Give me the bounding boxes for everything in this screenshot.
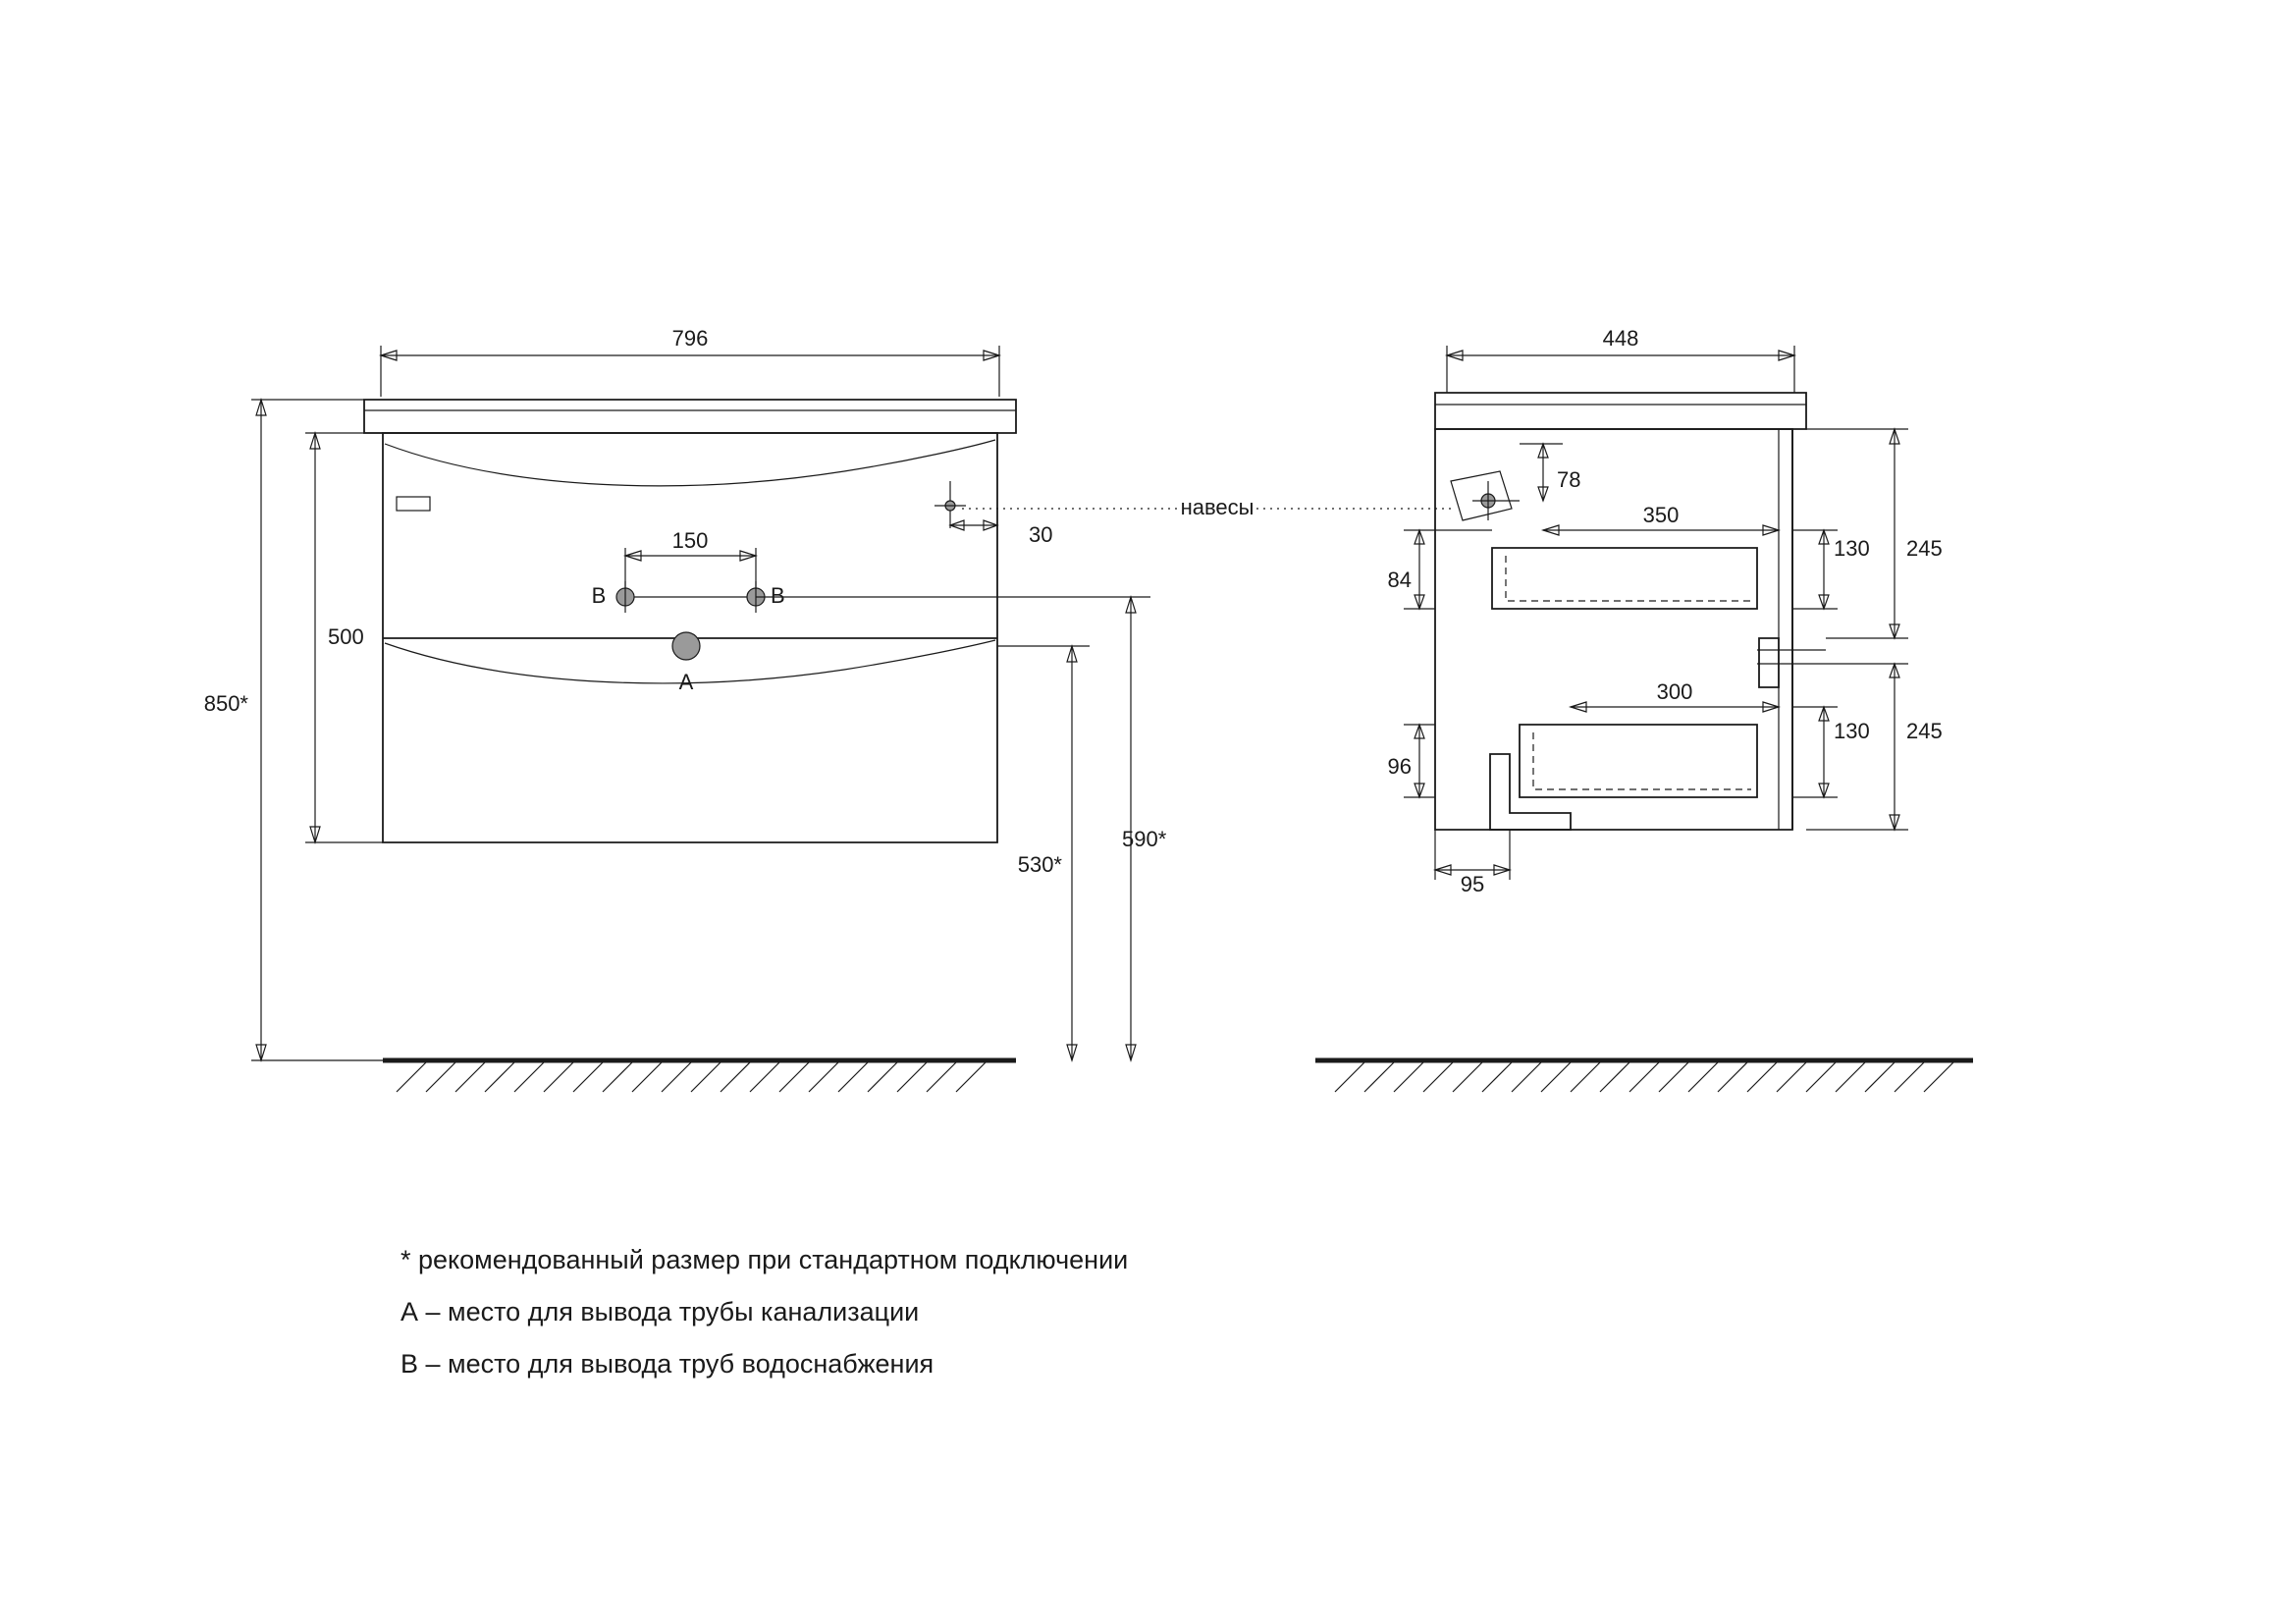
dim-lower-drawer-depth xyxy=(1571,679,1779,712)
front-drain-label: A xyxy=(678,670,694,694)
dim-water-height xyxy=(1122,597,1167,1060)
dim-lower-section-text: 245 xyxy=(1906,719,1943,743)
note-line-3: В – место для вывода труб водоснабжения xyxy=(400,1349,934,1379)
dim-upper-front-offset xyxy=(1388,530,1435,609)
dim-cabinet-height xyxy=(305,433,383,842)
dim-width-total xyxy=(381,326,999,397)
dim-upper-drawer-height-text: 130 xyxy=(1834,536,1870,561)
front-water-right-label: B xyxy=(771,583,785,608)
dim-upper-drawer-depth xyxy=(1543,503,1779,535)
callout-hangers xyxy=(962,495,1453,519)
note-line-1: * рекомендованный размер при стандартном подключении xyxy=(400,1245,1129,1274)
dim-hanger-height xyxy=(1520,444,1580,501)
dim-width-total-text: 796 xyxy=(671,326,709,351)
side-upper-drawer-dashed xyxy=(1506,556,1751,601)
front-left-handle xyxy=(397,497,430,511)
dim-upper-section-text: 245 xyxy=(1906,536,1943,561)
dim-hanger-offset xyxy=(950,520,1052,547)
dim-floor-to-top xyxy=(204,400,383,1060)
front-drain-point xyxy=(672,632,700,660)
dim-upper-front-offset-text: 84 xyxy=(1387,568,1412,592)
dim-lower-drawer-height xyxy=(1792,707,1870,797)
notes-block xyxy=(400,1245,1128,1379)
side-lower-drawer xyxy=(1520,725,1757,797)
side-countertop xyxy=(1435,393,1806,429)
dim-drain-height xyxy=(1018,646,1077,1060)
dim-upper-section xyxy=(1806,429,1943,638)
note-line-2: А – место для вывода трубы канализации xyxy=(400,1297,920,1326)
side-base-bracket xyxy=(1490,754,1571,830)
front-floor-hatch xyxy=(397,1062,986,1092)
side-lower-drawer-dashed xyxy=(1533,732,1751,789)
side-view xyxy=(1315,326,1973,1092)
front-countertop xyxy=(364,400,1016,433)
dim-hanger-offset-text: 30 xyxy=(1029,522,1053,547)
dim-water-spacing xyxy=(625,528,756,589)
dim-base-offset xyxy=(1435,830,1510,896)
side-floor-hatch xyxy=(1335,1062,1953,1092)
dim-lower-drawer-height-text: 130 xyxy=(1834,719,1870,743)
dim-depth-total xyxy=(1447,326,1794,393)
dim-water-spacing-text: 150 xyxy=(671,528,709,553)
callout-hangers-label: навесы xyxy=(1180,495,1255,519)
front-water-left-label: B xyxy=(591,583,607,608)
dim-lower-front-offset xyxy=(1388,725,1435,797)
dim-drain-height-text: 530* xyxy=(1017,852,1062,877)
dim-lower-drawer-depth-text: 300 xyxy=(1656,679,1693,704)
dim-depth-total-text: 448 xyxy=(1602,326,1639,351)
side-hanger-bracket xyxy=(1451,471,1512,520)
dim-floor-to-top-text: 850* xyxy=(203,691,248,716)
dim-upper-drawer-depth-text: 350 xyxy=(1642,503,1680,527)
dim-base-offset-text: 95 xyxy=(1460,872,1485,896)
dim-cabinet-height-text: 500 xyxy=(328,624,364,649)
dim-lower-front-offset-text: 96 xyxy=(1387,754,1412,779)
dim-lower-section xyxy=(1806,664,1943,830)
side-upper-drawer xyxy=(1492,548,1757,609)
dim-water-height-text: 590* xyxy=(1122,827,1167,851)
dim-hanger-height-text: 78 xyxy=(1557,467,1581,492)
front-view xyxy=(204,326,1167,1092)
dim-upper-drawer-height xyxy=(1792,530,1870,609)
front-upper-drawer-wave xyxy=(385,440,995,486)
side-middle-rail xyxy=(1759,638,1779,687)
